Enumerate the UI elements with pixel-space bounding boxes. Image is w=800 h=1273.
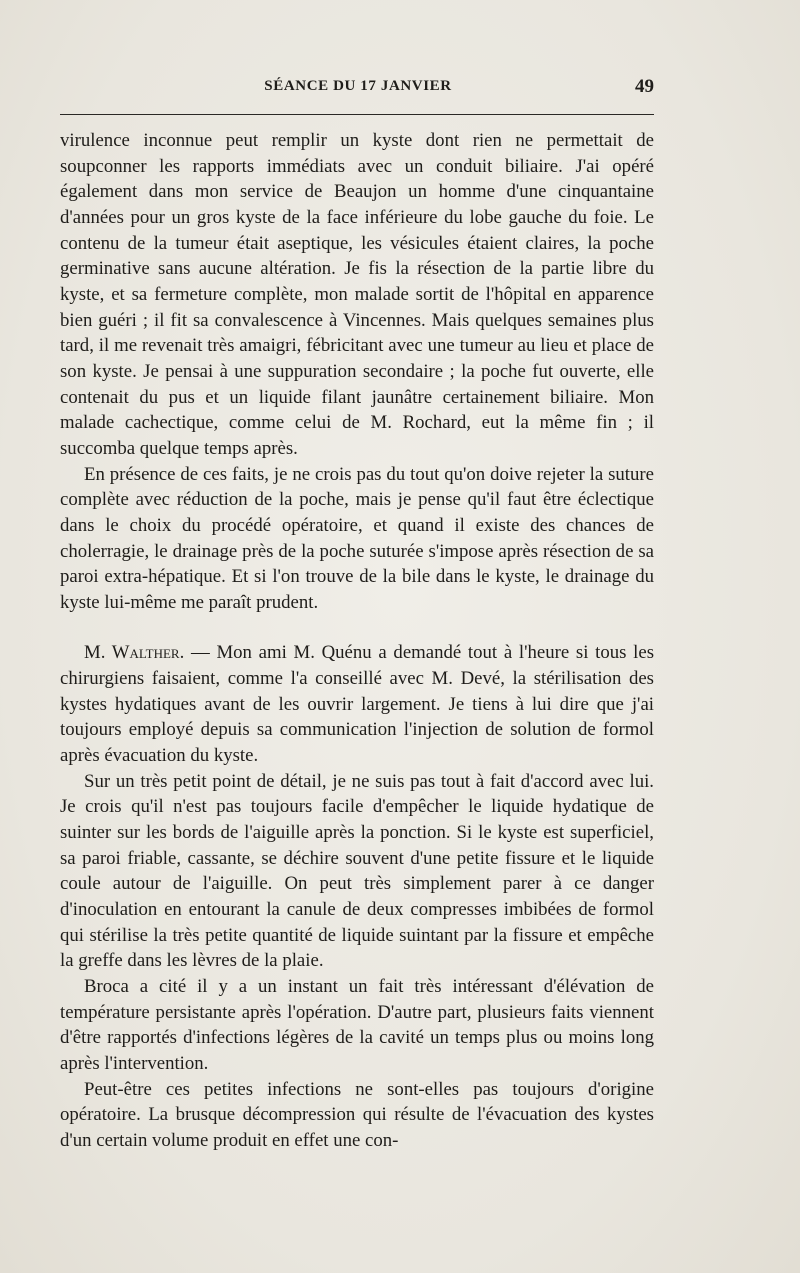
paragraph-4: Sur un très petit point de détail, je ne suis pas tout à fait d'accord avec lui. Je crois qu'il n'est pas toujours facile d'empêcher le liquide hydatique de suinter sur les bords de l'aiguille après la ponction. Si le kyste est superficiel, sa paroi friable, cassante, se déchire souvent d'une petite fissure et le liquide coule autour de l'aiguille. On peut très simplement parer à ce danger d'inoculation en entourant la canule de deux compresses imbibées de formol qui stérilise la très petite quantité de liquide suintant par la fissure et empêche la greffe dans les lèvres de la plaie.	[60, 770, 654, 972]
page-number: 49	[635, 76, 654, 97]
paragraph-2: En présence de ces faits, je ne crois pas du tout qu'on doive rejeter la suture complète avec réduction de la poche, mais je pense qu'il faut être éclectique dans le choix du procédé opératoire, et quand il existe des chances de cholerragie, le drainage près de la poche suturée s'impose après résection de sa paroi extra-hépatique. Et si l'on trouve de la bile dans le kyste, le drainage du kyste lui-même me paraît prudent.	[60, 463, 654, 613]
paragraph-3	[60, 640, 654, 768]
header-rule	[60, 114, 654, 115]
body-text	[60, 128, 654, 1154]
running-title: SÉANCE DU 17 JANVIER	[264, 78, 452, 94]
paragraph-3-text: — Mon ami M. Quénu a demandé tout à l'heure si tous les chirurgiens faisaient, comme l'a conseillé avec M. Devé, la stérilisation des kystes hydatiques avant de les ouvrir largement. Je tiens à lui dire que j'ai toujours employé depuis sa communication l'injection de solution de formol après évacuation du kyste.	[60, 642, 654, 767]
paragraph-6: Peut-être ces petites infections ne sont-elles pas toujours d'origine opératoire. La brusque décompression qui résulte de l'évacuation des kystes d'un certain volume produit en effet une con-	[60, 1078, 654, 1151]
paragraph-5: Broca a cité il y a un instant un fait très intéressant d'élévation de température persistante après l'opération. D'autre part, plusieurs faits viennent d'être rapportés d'infections légères de la cavité un temps plus ou moins long après l'intervention.	[60, 976, 654, 1074]
paragraph-1: virulence inconnue peut remplir un kyste dont rien ne permettait de soupconner les rapports immédiats avec un conduit biliaire. J'ai opéré également dans mon service de Beaujon un homme d'une cinquantaine d'années pour un gros kyste de la face inférieure du lobe gauche du foie. Le contenu de la tumeur était aseptique, les vésicules étaient claires, la poche germinative sans aucune altération. Je fis la résection de la partie libre du kyste, et sa fermeture complète, mon malade sortit de l'hôpital en apparence bien guéri ; il fit sa convalescence à Vincennes. Mais quelques semaines plus tard, il me revenait très amaigri, fébricitant avec une tumeur au lieu et place de son kyste. Je pensai à une suppuration secondaire ; la poche fut ouverte, elle contenait du pus et un liquide filant jaunâtre certainement biliaire. Mon malade cachectique, comme celui de M. Rochard, eut la même fin ; il succomba quelque temps après.	[60, 130, 654, 459]
running-header	[60, 76, 656, 100]
speaker-name: M. Walther.	[84, 642, 185, 664]
